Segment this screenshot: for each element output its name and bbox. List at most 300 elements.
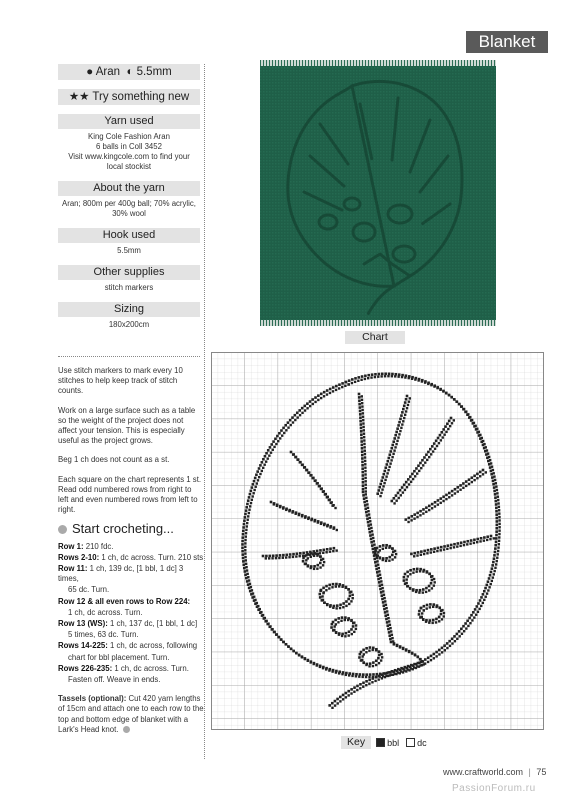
bobble-stitch [495, 530, 498, 533]
bobble-stitch [486, 535, 489, 538]
bobble-stitch [360, 427, 363, 430]
bobble-stitch [278, 557, 280, 559]
row-label: Row 11: [58, 564, 88, 574]
bobble-stitch [495, 527, 498, 530]
bobble-stitch [391, 554, 394, 557]
bobble-stitch [496, 489, 498, 491]
bobble-stitch [485, 596, 487, 598]
bobble-stitch [275, 443, 277, 445]
bobble-stitch [404, 573, 407, 576]
bobble-stitch [363, 497, 366, 500]
bobble-stitch [449, 425, 451, 427]
bobble-stitch [471, 619, 473, 621]
bobble-stitch [439, 434, 442, 437]
bobble-stitch [348, 674, 350, 676]
bobble-stitch [413, 666, 415, 668]
bobble-stitch [382, 485, 384, 487]
bobble-stitch [363, 433, 365, 435]
bobble-stitch [427, 451, 430, 454]
bobble-stitch [390, 447, 393, 450]
bobble-stitch [429, 619, 432, 622]
bobble-stitch [394, 446, 396, 448]
bobble-stitch [309, 400, 312, 403]
bobble-stitch [468, 416, 471, 419]
bobble-stitch [279, 554, 282, 557]
bobble-stitch [495, 510, 498, 513]
bobble-stitch [329, 388, 332, 391]
bobble-stitch [377, 489, 380, 492]
bobble-stitch [430, 655, 433, 658]
section-body [58, 320, 200, 330]
bobble-stitch [408, 375, 411, 378]
bobble-stitch [450, 396, 453, 399]
bobble-stitch [405, 398, 408, 401]
bobble-stitch [485, 453, 488, 456]
bobble-stitch [364, 375, 367, 378]
bobble-stitch [368, 683, 370, 685]
bobble-stitch [364, 470, 366, 472]
bobble-stitch [378, 581, 381, 584]
bobble-stitch [458, 403, 461, 406]
bobble-stitch [291, 416, 294, 419]
bobble-stitch [358, 675, 360, 677]
bobble-stitch [470, 614, 473, 617]
bobble-stitch [393, 437, 396, 440]
bobble-stitch [244, 546, 246, 548]
bobble-stitch [362, 649, 365, 652]
note-paragraph: Beg 1 ch does not count as a st. [58, 455, 170, 465]
bobble-stitch [465, 485, 467, 487]
section-line: local stockist [106, 162, 152, 171]
bobble-stitch [276, 633, 278, 635]
bobble-stitch [365, 497, 367, 499]
bobble-stitch [358, 403, 361, 406]
bobble-stitch [442, 500, 444, 502]
bobble-stitch [454, 492, 456, 494]
pattern-info [58, 64, 200, 330]
bobble-stitch [244, 542, 246, 544]
bobble-stitch [338, 583, 341, 586]
bobble-stitch [442, 495, 445, 498]
bobble-stitch [495, 513, 498, 516]
bobble-stitch [282, 506, 285, 509]
bobble-stitch [363, 446, 365, 448]
bobble-stitch [381, 584, 383, 586]
divider-horizontal [58, 356, 200, 357]
bobble-stitch [423, 456, 426, 459]
bobble-stitch [255, 473, 258, 476]
bobble-stitch [303, 405, 306, 408]
bobble-stitch [348, 634, 350, 636]
bobble-stitch [345, 696, 347, 698]
bobble-stitch [428, 589, 430, 591]
row-line [58, 564, 204, 584]
bobble-stitch [495, 503, 498, 506]
bobble-stitch [368, 528, 371, 531]
row-line [58, 653, 204, 663]
bobble-stitch [387, 671, 390, 674]
bobble-stitch [431, 507, 433, 509]
note-paragraph: Each square on the chart represents 1 st. Read odd numbered rows from right to left and even numbered rows from left to right. [58, 474, 202, 515]
page-title: Blanket [466, 31, 548, 53]
footer [443, 767, 546, 777]
bobble-stitch [456, 486, 459, 489]
bobble-stitch [264, 455, 267, 458]
bobble-stitch [419, 514, 421, 516]
bobble-stitch [464, 622, 467, 625]
bobble-stitch [408, 650, 411, 653]
bobble-stitch [372, 673, 375, 676]
bobble-stitch [290, 424, 292, 426]
bobble-stitch [413, 568, 416, 571]
instructions [58, 366, 204, 744]
bobble-stitch [242, 557, 245, 560]
info-sections [58, 114, 200, 330]
bobble-stitch [440, 502, 442, 504]
bobble-stitch [375, 568, 378, 571]
bobble-stitch [491, 476, 494, 479]
bobble-stitch [384, 479, 386, 481]
bobble-stitch [379, 483, 382, 486]
bobble-stitch [404, 401, 407, 404]
bobble-stitch [342, 602, 345, 605]
bobble-stitch [462, 487, 464, 489]
bobble-stitch [448, 492, 451, 495]
bobble-stitch [495, 541, 498, 544]
bobble-stitch [350, 688, 353, 691]
bobble-stitch [322, 592, 324, 594]
bobble-stitch [242, 526, 245, 529]
bobble-stitch [270, 501, 273, 504]
bobble-stitch [406, 486, 408, 488]
bobble-stitch [309, 405, 311, 407]
bobble-stitch [401, 486, 404, 489]
bobble-stitch [307, 565, 309, 567]
bobble-stitch [261, 461, 264, 464]
row-text: chart for bbl placement. Turn. [68, 652, 170, 662]
bobble-stitch [400, 667, 403, 670]
bobble-stitch [319, 596, 322, 599]
bobble-stitch [462, 625, 465, 628]
bobble-stitch [373, 543, 375, 545]
bobble-stitch [287, 426, 289, 428]
row-text: 1 ch, dc across, following [110, 641, 198, 651]
bobble-stitch [363, 439, 365, 441]
bobble-stitch [351, 675, 353, 677]
bobble-stitch [376, 571, 379, 574]
bobble-stitch [413, 663, 416, 666]
bobble-stitch [263, 464, 265, 466]
bobble-stitch [299, 555, 301, 557]
bobble-stitch [422, 464, 424, 466]
bobble-stitch [382, 604, 385, 607]
bobble-stitch [371, 533, 373, 535]
bobble-stitch [378, 654, 381, 657]
bobble-stitch [259, 464, 262, 467]
bobble-stitch [306, 402, 309, 405]
bobble-stitch [320, 393, 323, 396]
bobble-stitch [382, 601, 385, 604]
bobble-stitch [316, 564, 319, 567]
hook-icon: ◐ [126, 66, 134, 78]
end-dot-icon [123, 726, 130, 733]
yarn-ball-icon: ● [86, 66, 94, 78]
bobble-stitch [241, 550, 244, 553]
bobble-stitch [451, 490, 454, 493]
bobble-stitch [410, 553, 413, 556]
bobble-stitch [435, 651, 438, 654]
bobble-stitch [413, 513, 416, 516]
bobble-stitch [257, 479, 259, 481]
bobble-stitch [246, 522, 248, 524]
bobble-stitch [283, 641, 285, 643]
bobble-stitch [318, 593, 321, 596]
bobble-stitch [336, 529, 338, 531]
bobble-stitch [480, 596, 483, 599]
bobble-stitch [418, 591, 420, 593]
bobble-stitch [287, 421, 290, 424]
bobble-stitch [404, 666, 407, 669]
bobble-stitch [366, 518, 369, 521]
bobble-stitch [358, 396, 361, 399]
bobble-stitch [374, 376, 376, 378]
bobble-stitch [250, 502, 252, 504]
row-text: 1 ch, 139 dc, [1 bbl, 1 dc] 3 times, [58, 564, 184, 584]
bobble-stitch [265, 460, 267, 462]
row-text: 210 fdc. [85, 541, 114, 551]
bobble-stitch [402, 420, 404, 422]
bobble-stitch [320, 488, 323, 491]
bobble-stitch [438, 442, 440, 444]
bobble-stitch [333, 547, 336, 550]
bobble-stitch [299, 414, 301, 416]
bobble-stitch [401, 423, 403, 425]
bobble-stitch [361, 447, 364, 450]
bobble-stitch [433, 584, 435, 586]
bobble-stitch [388, 631, 391, 634]
bobble-stitch [362, 681, 365, 684]
bobble-stitch [498, 540, 500, 542]
bobble-stitch [464, 411, 467, 414]
bobble-stitch [326, 548, 329, 551]
bobble-stitch [429, 603, 432, 606]
bobble-stitch [337, 621, 339, 623]
bobble-stitch [401, 374, 404, 377]
bobble-stitch [498, 506, 500, 508]
bobble-stitch [314, 479, 317, 482]
bobble-stitch [409, 569, 412, 572]
bobble-stitch [391, 375, 393, 377]
bobble-stitch [247, 576, 249, 578]
bobble-stitch [416, 662, 419, 665]
bobble-stitch [289, 553, 292, 556]
bobble-stitch [434, 505, 436, 507]
bobble-stitch [323, 395, 325, 397]
bobble-stitch [483, 447, 486, 450]
bobble-stitch [422, 619, 424, 621]
bobble-stitch [271, 557, 273, 559]
bobble-stitch [298, 513, 301, 516]
bobble-stitch [486, 592, 488, 594]
bobble-stitch [413, 517, 415, 519]
bobble-stitch [388, 466, 390, 468]
bobble-stitch [381, 488, 383, 490]
bobble-stitch [494, 500, 497, 503]
bobble-stitch [434, 501, 437, 504]
bobble-stitch [359, 413, 362, 416]
bobble-stitch [350, 692, 352, 694]
bobble-stitch [316, 567, 318, 569]
bobble-stitch [408, 483, 410, 485]
bobble-stitch [276, 503, 279, 506]
bobble-stitch [415, 377, 418, 380]
bobble-stitch [317, 394, 320, 397]
bobble-stitch [376, 492, 379, 495]
bobble-stitch [279, 437, 281, 439]
bobble-stitch [388, 634, 391, 637]
bobble-stitch [408, 400, 410, 402]
bobble-stitch [448, 394, 451, 397]
bobble-stitch [328, 669, 330, 671]
bobble-stitch [326, 496, 329, 499]
bobble-stitch [354, 381, 356, 383]
bobble-stitch [245, 566, 247, 568]
bobble-stitch [366, 503, 368, 505]
bobble-stitch [242, 530, 245, 533]
bobble-stitch [407, 521, 409, 523]
bobble-stitch [454, 640, 456, 642]
bobble-stitch [241, 547, 244, 550]
bobble-stitch [430, 582, 433, 585]
bobble-stitch [367, 507, 369, 509]
bobble-stitch [495, 517, 498, 520]
footer-site[interactable]: www.craftworld.com [443, 767, 524, 777]
bobble-stitch [419, 510, 422, 513]
bobble-stitch [473, 479, 475, 481]
bobble-stitch [345, 586, 348, 589]
bobble-stitch [438, 649, 441, 652]
bobble-stitch [341, 635, 343, 637]
bobble-stitch [476, 538, 479, 541]
bobble-stitch [498, 516, 500, 518]
bobble-stitch [339, 607, 341, 609]
bobble-stitch [345, 605, 347, 607]
bobble-stitch [364, 378, 366, 380]
bobble-stitch [245, 559, 247, 561]
bobble-stitch [328, 584, 331, 587]
bobble-stitch [475, 614, 477, 616]
bobble-stitch [364, 460, 366, 462]
row-text: 65 dc. Turn. [68, 585, 110, 595]
bobble-stitch [257, 605, 259, 607]
bobble-stitch [247, 519, 249, 521]
bobble-stitch [349, 595, 352, 598]
bobble-stitch [341, 673, 343, 675]
bobble-stitch [491, 564, 494, 567]
bobble-stitch [487, 460, 490, 463]
bobble-stitch [392, 453, 394, 455]
bobble-stitch [383, 594, 385, 596]
bobble-stitch [425, 453, 428, 456]
bobble-stitch [378, 678, 380, 680]
start-heading-text: Start crocheting... [72, 521, 174, 537]
bobble-stitch [348, 603, 350, 605]
row-text: 1 ch, dc across. Turn. [68, 607, 143, 617]
bobble-stitch [262, 467, 264, 469]
bobble-stitch [423, 663, 425, 665]
bobble-stitch [330, 626, 333, 629]
bobble-stitch [405, 374, 408, 377]
bobble-stitch [253, 480, 256, 483]
bobble-stitch [400, 670, 402, 672]
bobble-stitch [387, 628, 390, 631]
bottom-fringe [260, 320, 496, 326]
bobble-stitch [329, 547, 332, 550]
bobble-stitch [301, 412, 303, 414]
bobble-stitch [373, 554, 376, 557]
bobble-stitch [370, 376, 372, 378]
bobble-stitch [359, 673, 362, 676]
bobble-stitch [407, 478, 410, 481]
bobble-stitch [385, 560, 387, 562]
bobble-stitch [487, 580, 490, 583]
bobble-stitch [490, 583, 492, 585]
bobble-stitch [494, 493, 497, 496]
bobble-stitch [411, 376, 414, 379]
bobble-stitch [302, 557, 305, 560]
bobble-stitch [490, 535, 493, 538]
bobble-stitch [446, 647, 448, 649]
bobble-stitch [396, 644, 399, 647]
bobble-stitch [353, 691, 355, 693]
row-line [58, 585, 204, 595]
bobble-stitch [246, 525, 248, 527]
bobble-stitch [391, 670, 394, 673]
bobble-stitch [361, 454, 364, 457]
bobble-stitch [459, 484, 462, 487]
bobble-stitch [249, 493, 252, 496]
bobble-stitch [387, 675, 389, 677]
bobble-stitch [382, 473, 385, 476]
bobble-stitch [259, 473, 261, 475]
bobble-stitch [362, 478, 365, 481]
bobble-stitch [424, 658, 427, 661]
bobble-stitch [361, 659, 363, 661]
bobble-stitch [363, 429, 365, 431]
bobble-stitch [387, 375, 389, 377]
yarn-hook-badge [58, 64, 200, 80]
bobble-stitch [267, 622, 269, 624]
bobble-stitch [323, 602, 325, 604]
bobble-stitch [497, 502, 499, 504]
bobble-stitch [358, 399, 361, 402]
bobble-stitch [326, 604, 328, 606]
bobble-stitch [349, 591, 352, 594]
bobble-stitch [244, 574, 247, 577]
bobble-stitch [476, 473, 479, 476]
bobble-stitch [414, 653, 417, 656]
bobble-stitch [415, 591, 417, 593]
bobble-stitch [369, 673, 372, 676]
bobble-stitch [440, 609, 443, 612]
bobble-stitch [378, 486, 381, 489]
bobble-stitch [462, 482, 465, 485]
bobble-stitch [362, 686, 364, 688]
row-text: 5 times, 63 dc. Turn. [68, 630, 139, 640]
bobble-stitch [252, 483, 255, 486]
bobble-stitch [456, 638, 458, 640]
bobble-stitch [433, 578, 435, 580]
